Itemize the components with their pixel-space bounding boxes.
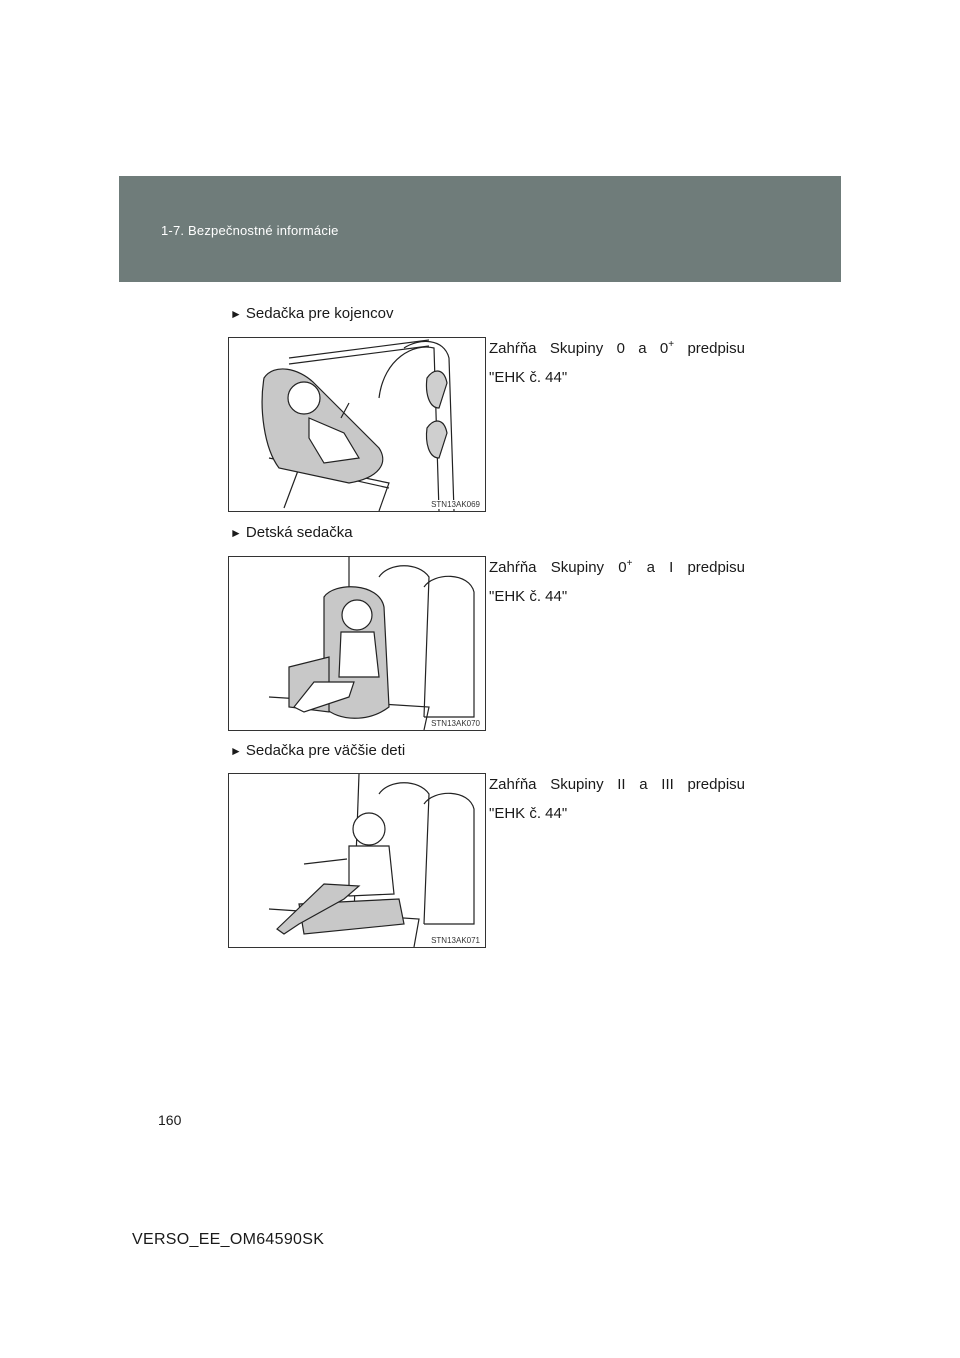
figure-infant-seat: [228, 337, 486, 512]
figure-code: STN13AK070: [431, 719, 480, 728]
figure-child-seat: [228, 556, 486, 731]
section-desc-child-seat: Zahŕňa Skupiny 0+ a I predpisu "EHK č. 44": [489, 558, 745, 605]
section-title-infant-seat: ► Sedačka pre kojencov: [230, 305, 394, 322]
document-code: VERSO_EE_OM64590SK: [132, 1231, 325, 1248]
booster-seat-illustration: [229, 774, 485, 947]
chapter-header: [119, 176, 841, 282]
section-title-child-seat: ► Detská sedačka: [230, 524, 353, 541]
figure-booster-seat: [228, 773, 486, 948]
child-seat-illustration: [229, 557, 485, 730]
section-title-booster-seat: ► Sedačka pre väčšie deti: [230, 742, 406, 759]
triangle-bullet-icon: ►: [230, 526, 242, 540]
figure-code: STN13AK069: [431, 500, 480, 509]
section-desc-infant-seat: Zahŕňa Skupiny 0 a 0+ predpisu "EHK č. 44": [489, 339, 745, 386]
chapter-title: 1-7. Bezpečnostné informácie: [161, 223, 339, 238]
section-desc-booster-seat: Zahŕňa Skupiny II a III predpisu "EHK č. 44": [489, 776, 745, 822]
figure-code: STN13AK071: [431, 936, 480, 945]
triangle-bullet-icon: ►: [230, 307, 242, 321]
triangle-bullet-icon: ►: [230, 744, 242, 758]
infant-seat-illustration: [229, 338, 485, 511]
page-number: 160: [158, 1112, 182, 1128]
